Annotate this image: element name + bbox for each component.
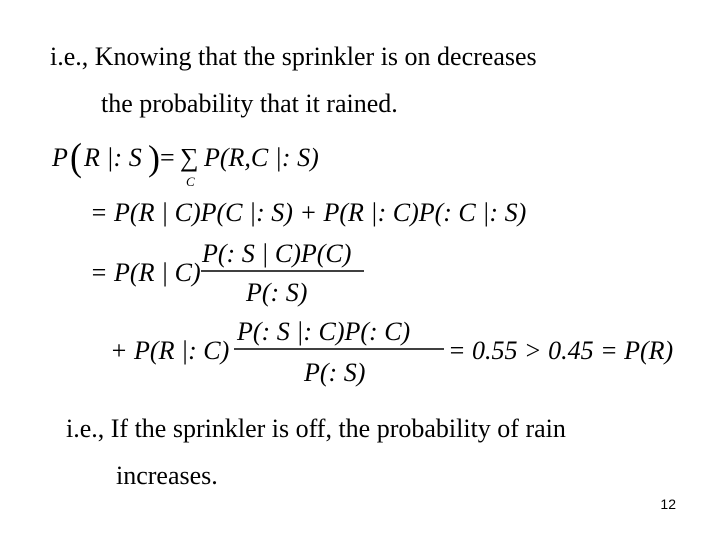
statement-line-3: i.e., If the sprinkler is off, the probability of rain xyxy=(66,414,566,443)
statement-line-2: the probability that it rained. xyxy=(101,89,398,118)
eq-row1-open-paren: ( xyxy=(70,135,82,180)
eq-row4-result: = 0.55 > 0.45 = P(R) xyxy=(448,336,674,365)
eq-row1-lhs: P xyxy=(52,143,68,172)
statement-line-1: i.e., Knowing that the sprinkler is on decreases xyxy=(50,42,537,71)
eq-row3-denominator: P(: S) xyxy=(246,278,308,307)
statement-line-4: increases. xyxy=(116,461,218,490)
eq-row1-sum-sub: C xyxy=(186,174,195,189)
page-number: 12 xyxy=(660,496,676,512)
eq-row1-equals: = xyxy=(160,143,175,172)
eq-row2: = P(R | C)P(C |: S) + P(R |: C)P(: C |: S) xyxy=(90,198,527,227)
eq-row3-lhs: = P(R | C) xyxy=(90,258,201,287)
eq-row1-rhs: P(R,C |: S) xyxy=(204,143,319,172)
eq-row1-inner: R |: S xyxy=(84,143,142,172)
eq-row4-lhs: + P(R |: C) xyxy=(110,336,230,365)
eq-row1-sum: ∑ xyxy=(180,143,199,172)
eq-row3-numerator: P(: S | C)P(C) xyxy=(202,239,352,268)
eq-row4-numerator: P(: S |: C)P(: C) xyxy=(237,317,411,346)
eq-row4-denominator: P(: S) xyxy=(304,358,366,387)
eq-row1-close-paren: ) xyxy=(148,138,160,178)
